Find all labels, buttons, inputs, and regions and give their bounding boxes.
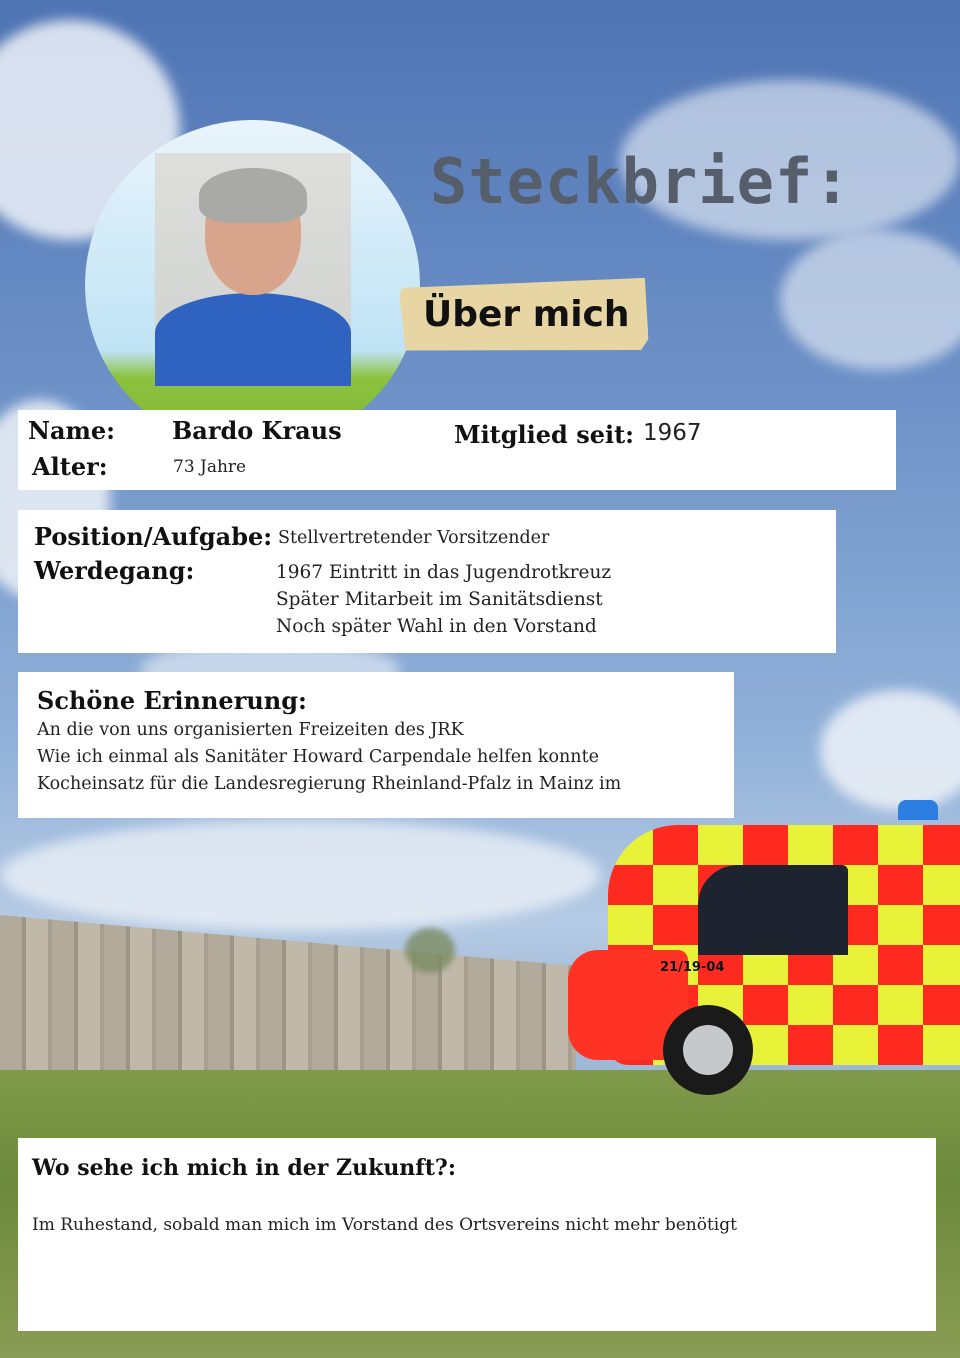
page-title: Steckbrief: — [430, 145, 852, 218]
memory-label: Schöne Erinnerung: — [37, 686, 307, 715]
blue-light-icon — [898, 800, 938, 820]
name-label: Name: — [28, 416, 116, 445]
memory-item: An die von uns organisierten Freizeiten des JRK — [37, 720, 464, 740]
wheel-hub — [683, 1025, 733, 1075]
vehicle-number: 21/19-04 — [660, 960, 725, 975]
tree — [405, 928, 455, 973]
memory-item: Wie ich einmal als Sanitäter Howard Carpendale helfen konnte — [37, 747, 599, 767]
name-value: Bardo Kraus — [172, 416, 342, 445]
werdegang-item: Später Mitarbeit im Sanitätsdienst — [276, 589, 603, 610]
age-label: Alter: — [32, 452, 108, 481]
photo-shirt — [155, 293, 351, 386]
member-label: Mitglied seit: — [454, 420, 635, 449]
future-label: Wo sehe ich mich in der Zukunft?: — [32, 1155, 456, 1181]
tape-label: Über mich — [423, 294, 630, 335]
future-text: Im Ruhestand, sobald man mich im Vorstand des Ortsvereins nicht mehr benötigt — [32, 1215, 737, 1235]
van-window — [698, 865, 848, 955]
werdegang-label: Werdegang: — [34, 556, 195, 585]
portrait-photo — [155, 153, 351, 386]
photo-hair — [199, 168, 307, 223]
memory-item: Kocheinsatz für die Landesregierung Rheinland-Pfalz in Mainz im — [37, 774, 622, 794]
member-value: 1967 — [643, 420, 702, 446]
ambulance-van — [568, 800, 960, 1100]
werdegang-item: Noch später Wahl in den Vorstand — [276, 616, 597, 637]
age-value: 73 Jahre — [173, 457, 247, 477]
position-value: Stellvertretender Vorsitzender — [278, 528, 550, 548]
cloud — [0, 820, 600, 930]
werdegang-item: 1967 Eintritt in das Jugendrotkreuz — [276, 562, 612, 583]
position-label: Position/Aufgabe: — [34, 522, 273, 551]
